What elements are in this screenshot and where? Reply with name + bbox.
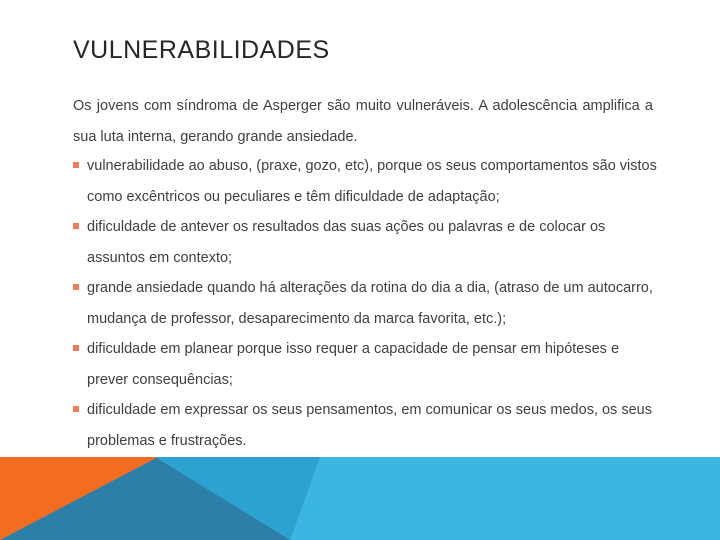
bullet-item [73,395,663,456]
square-bullet-icon [73,406,79,412]
footer-decoration [0,457,720,540]
bullet-text: vulnerabilidade ao abuso, (praxe, gozo, etc), porque os seus comportamentos são vistos como excêntricos ou peculiares e têm dificuldade de adaptação; [87,158,657,205]
square-bullet-icon [73,223,79,229]
square-bullet-icon [73,162,79,168]
intro-paragraph: Os jovens com síndroma de Asperger são muito vulneráveis. A adolescência amplifica a sua luta interna, gerando grande ansiedade. [73,98,653,145]
bullet-item [73,151,663,212]
slide-title: VULNERABILIDADES [73,36,330,64]
bullet-item [73,212,663,273]
bullet-text: grande ansiedade quando há alterações da rotina do dia a dia, (atraso de um autocarro, mudança de professor, desaparecimento da marca favorita, etc.); [87,280,653,327]
bullet-text: dificuldade em expressar os seus pensamentos, em comunicar os seus medos, os seus problemas e frustrações. [87,402,652,449]
bullet-text: dificuldade de antever os resultados das suas ações ou palavras e de colocar os assuntos em contexto; [87,219,606,266]
bullet-list [73,151,663,456]
bullet-text: dificuldade em planear porque isso requer a capacidade de pensar em hipóteses e prever consequências; [87,341,620,388]
square-bullet-icon [73,345,79,351]
square-bullet-icon [73,284,79,290]
bullet-item [73,273,663,334]
bullet-item [73,334,663,395]
